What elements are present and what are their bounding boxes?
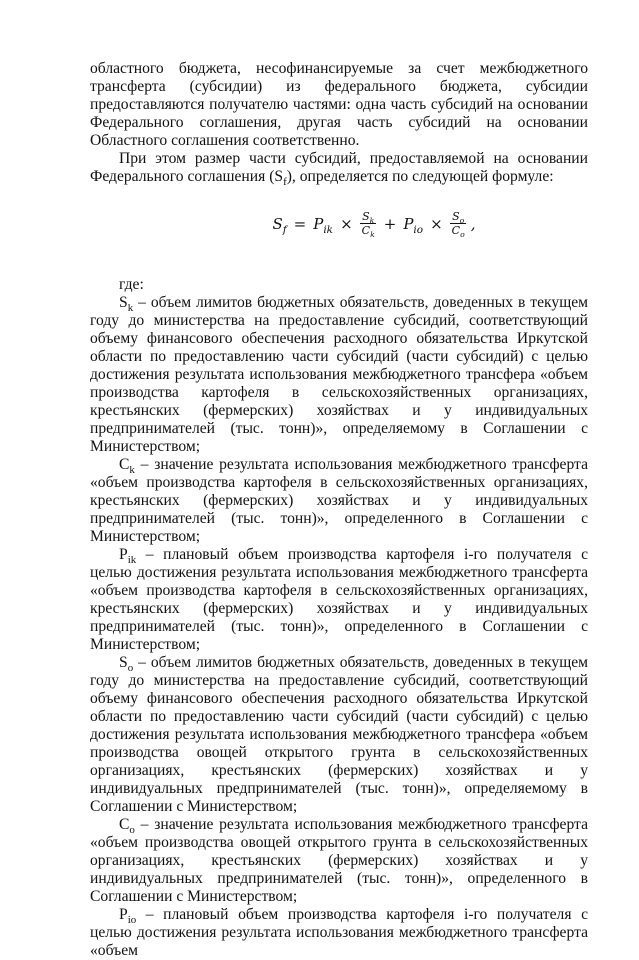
intro-paragraph: областного бюджета, несофинансируемые за счет межбюджетного трансферта (субсидии) из федерального бюджета, субсидии предоставляются получателю частями: одна часть субсидий на основании Федерального соглашения, другая часть субсидий на основании Областного соглашения соответственно. [90,60,588,149]
formula-times1: × [340,214,353,233]
document-page [90,60,588,960]
where-label: где: [119,276,144,293]
formula-lhs: $S_f$ [272,214,287,236]
formula-equals: = [293,214,307,233]
formula-intro-text: При этом размер части субсидий, предоставляемой на основании Федерального соглашения (S [90,150,588,185]
formula-intro-paragraph [90,150,588,189]
definition-pio: $P_{io}$ – плановый объем производства картофеля i-го получателя с целью достижения результата использования межбюджетного трансферта «объем [90,906,588,959]
formula-comma: , [470,214,476,233]
formula [90,210,588,250]
formula-fraction2: $\frac{S_o}{C_o}$ [451,210,465,240]
definition-sk: $S_k$ – объем лимитов бюджетных обязательств, доведенных в текущем году до министерства на предоставление субсидий, соответствующий объему финансового обеспечения расходного обязательства Иркутской области по предоставлению части субсидий (части субсидий) с целью достижения результата использования межбюджетного трансфера «объем производства картофеля в сельскохозяйственных организациях, крестьянских (фермерских) хозяйствах и у индивидуальных предпринимателей (тыс. тонн)», определяемому в Соглашении с Министерством; [90,294,588,455]
formula-intro-tail: ), определяется по следующей формуле: [286,168,554,185]
definition-pik: $P_{ik}$ – плановый объем производства картофеля i-го получателя с целью достижения результата использования межбюджетного трансферта «объем производства картофеля в сельскохозяйственных организациях, крестьянских (фермерских) хозяйствах и у индивидуальных предпринимателей (тыс. тонн)», определенного в Соглашении с Министерством; [90,546,588,653]
formula-term1: $P_{ik}$ [313,214,334,236]
formula-expression [202,210,476,240]
formula-fraction1: $\frac{S_k}{C_k}$ [361,210,375,240]
formula-term2: $P_{io}$ [403,214,424,236]
definition-co: $C_o$ – значение результата использования межбюджетного трансферта «объем производства овощей открытого грунта в сельскохозяйственных организациях, крестьянских (фермерских) хозяйствах и у индивидуальных предпринимателей (тыс. тонн)», определенного в Соглашении с Министерством; [90,816,588,905]
formula-times2: × [430,214,443,233]
formula-intro-sub: f [283,176,287,189]
formula-plus: + [383,214,397,233]
definition-ck: $C_k$ – значение результата использования межбюджетного трансферта «объем производства картофеля в сельскохозяйственных организациях, крестьянских (фермерских) хозяйствах и у индивидуальных предпринимателей (тыс. тонн)», определенного в Соглашении с Министерством; [90,456,588,545]
definition-so: $S_o$ – объем лимитов бюджетных обязательств, доведенных в текущем году до министерства на предоставление субсидий, соответствующий объему финансового обеспечения расходного обязательства Иркутской области по предоставлению части субсидий (части субсидий) с целью достижения результата использования межбюджетного трансфера «объем производства овощей открытого грунта в сельскохозяйственных организациях, крестьянских (фермерских) хозяйствах и у индивидуальных предпринимателей (тыс. тонн)», определяемому в Соглашении с Министерством; [90,654,588,815]
